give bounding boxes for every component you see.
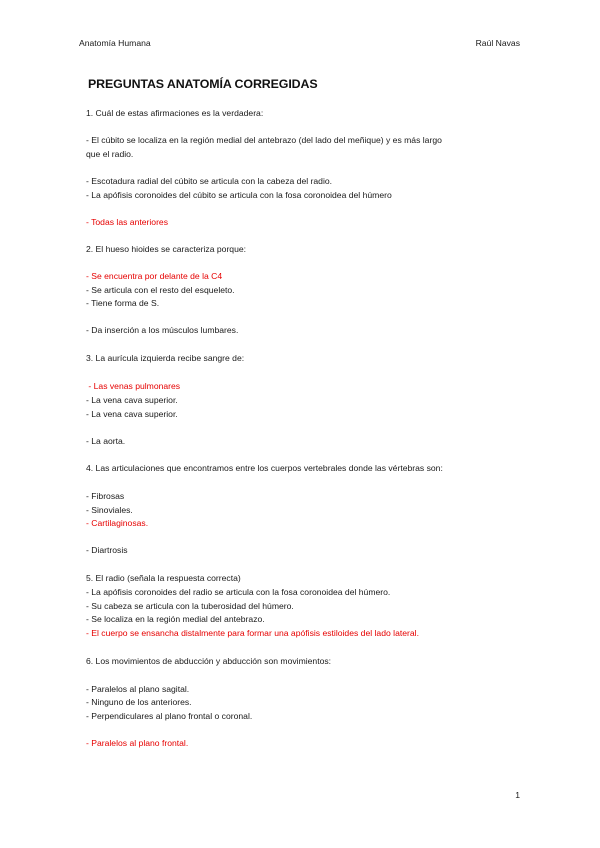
q5-option-a: - La apófisis coronoides del radio se articula con la fosa coronoidea del húmero. (86, 587, 391, 597)
header-author: Raúl Navas (475, 38, 520, 48)
q5-option-c: - Se localiza en la región medial del antebrazo. (86, 614, 265, 624)
q5-correct-answer: - El cuerpo se ensancha distalmente para formar una apófisis estiloides del lado lateral. (86, 628, 419, 638)
q2-option-d: - Da inserción a los músculos lumbares. (86, 325, 239, 335)
q1-option-a-cont: que el radio. (86, 149, 134, 159)
q3-option-c: - La vena cava superior. (86, 409, 178, 419)
q1-option-c: - La apófisis coronoides del cúbito se articula con la fosa coronoidea del húmero (86, 190, 392, 200)
question-1: 1. Cuál de estas afirmaciones es la verdadera: (86, 108, 264, 118)
q3-option-d: - La aorta. (86, 436, 126, 446)
q6-option-c: - Perpendiculares al plano frontal o coronal. (86, 711, 253, 721)
question-3: 3. La aurícula izquierda recibe sangre de: (86, 353, 245, 363)
document-title: PREGUNTAS ANATOMÍA CORREGIDAS (88, 77, 318, 91)
q6-option-b: - Ninguno de los anteriores. (86, 697, 192, 707)
q2-option-c: - Tiene forma de S. (86, 298, 160, 308)
q1-option-b: - Escotadura radial del cúbito se articula con la cabeza del radio. (86, 176, 333, 186)
q4-correct-answer: - Cartilaginosas. (86, 518, 149, 528)
q1-correct-answer: - Todas las anteriores (86, 217, 169, 227)
q2-correct-answer: - Se encuentra por delante de la C4 (86, 271, 223, 281)
page-number: 1 (515, 790, 520, 800)
q4-option-b: - Sinoviales. (86, 505, 133, 515)
question-5: 5. El radio (señala la respuesta correcta) (86, 573, 241, 583)
q6-option-a: - Paralelos al plano sagital. (86, 684, 190, 694)
question-6: 6. Los movimientos de abducción y abducción son movimientos: (86, 656, 332, 666)
question-2: 2. El hueso hioides se caracteriza porque: (86, 244, 247, 254)
q2-option-b: - Se articula con el resto del esqueleto. (86, 285, 235, 295)
header-left-title: Anatomía Humana (79, 38, 151, 48)
q3-option-b: - La vena cava superior. (86, 395, 178, 405)
q4-option-d: - Diartrosis (86, 545, 128, 555)
q6-correct-answer: - Paralelos al plano frontal. (86, 738, 189, 748)
q1-option-a: - El cúbito se localiza en la región medial del antebrazo (del lado del meñique) y es más largo (86, 135, 442, 145)
q4-option-a: - Fibrosas (86, 491, 125, 501)
q5-option-b: - Su cabeza se articula con la tuberosidad del húmero. (86, 601, 294, 611)
q3-correct-answer: - Las venas pulmonares (86, 381, 181, 391)
question-4: 4. Las articulaciones que encontramos entre los cuerpos vertebrales donde las vértebras son: (86, 463, 443, 473)
